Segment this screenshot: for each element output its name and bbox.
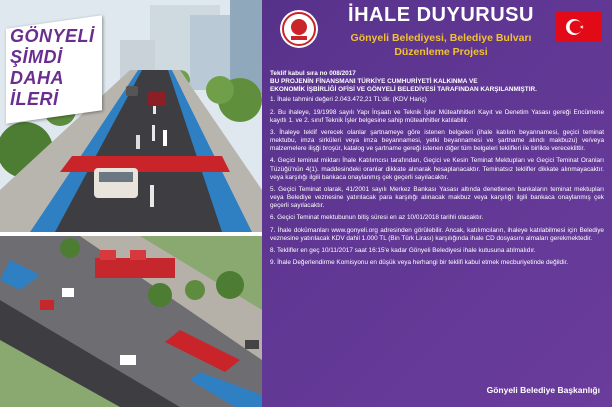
project-render-images xyxy=(0,0,262,407)
slogan-line-3: DAHA xyxy=(10,68,64,88)
project-subtitle xyxy=(330,31,552,59)
intro-line-1: BU PROJENİN FİNANSMANI TÜRKİYE CUMHURİYETİ KALKINMA VE xyxy=(270,78,478,86)
subtitle-line-2: Düzenleme Projesi xyxy=(394,46,488,58)
clause-1: 1. İhale tahmini değeri 2.043.472,21 TL'dir. (KDV Hariç) xyxy=(270,96,427,104)
clause-8: 8. Teklifler en geç 10/11/2017 saat 16:15'e kadar Gönyeli Belediyesi ihale kutusuna atılmalıdır. xyxy=(270,247,536,254)
clause-6: 6. Geçici Teminat mektubunun bitiş süresi en az 10/01/2018 tarihli olacaktır. xyxy=(270,214,484,222)
municipality-seal-icon xyxy=(279,9,319,49)
clause-2: 2. Bu ihaleye, 19/1998 sayılı Yapı İnşaatı ve Teknik İşler Müteahhitleri Kayıt ve Denetim Yasası gereği Encümene kayıtlı 1. ve 2. sınıf Teknik İşler belgesine sahip müteahhitler katılabilir. xyxy=(270,108,604,124)
clause-3: 3. İhaleye teklif verecek olanlar şartnameye göre istenen belgeleri (ihale katılım beyannamesi, geçici teminat mektubu, imza sirküleri veya imza beyannamesi, yetki beyannamesi ve şartname alındı makbuzu) ve/veya malzemelere ilişği broşür, katalog ve şartname gereği istenen diğer tüm belgeleri teklifleri ile birlikte vereceklittir. xyxy=(270,128,604,153)
clause-5: 5. Geçici Teminat olarak, 41/2001 sayılı Merkez Bankası Yasası altında denetlenen bankaların teminat mektupları veya Belediye veznesine yatırılacak para karşılığı alınacak makbuz veya karşılığı ilgili bankaca onaylanmış çek geçerli sayılacaktır. xyxy=(270,185,604,210)
page-title: İHALE DUYURUSU xyxy=(348,4,534,26)
reference-number: Teklif kabul sıra no 008/2017 xyxy=(270,70,356,77)
slogan-line-2: ŞİMDİ xyxy=(10,47,63,67)
announcement-body xyxy=(270,70,604,272)
clause-4: 4. Geçici teminat miktarı İhale Katılımcısı tarafından, Geçici ve Kesin Teminat Mektupları ve Geçici Teminat Oranları Tüzüğü'nün 4(1). maddesindeki oranlar dikkate alınarak hesaplanacaktır. Teminatsız teklifler dikkate alınmayacaktır. veya karşılığı ilgili bankaca onaylanmış çek geçerli sayılacaktır. xyxy=(270,157,604,181)
slogan-line-4: İLERİ xyxy=(10,89,59,109)
slogan-line-1: GÖNYELİ xyxy=(10,26,95,46)
slogan-banner xyxy=(6,22,102,117)
intro-line-2: EKONOMİK İŞBİRLİĞİ OFİSİ VE GÖNYELİ BELEDİYESİ TARAFINDAN KARŞILANMIŞTIR. xyxy=(270,86,537,94)
subtitle-line-1: Gönyeli Belediyesi, Belediye Bulvarı xyxy=(350,32,532,44)
clause-9: 9. İhale Değerlendirme Komisyonu en düşük veya herhangi bir teklifi kabul etmek mecburiyetinde değildir. xyxy=(270,259,569,267)
clause-7: 7. İhale dokümanları www.gonyeli.org adresinden görülebilir. Ancak, katılımcıların, ihaleye katılabilmesi için Belediye veznesine yatırılacak KDV dahil 1.000 TL (Bin Türk Lirası) karşılığında ihale CD dosyasını almaları gerekmektedir. xyxy=(270,226,604,242)
turkish-flag-icon xyxy=(556,12,602,42)
signature: Gönyeli Belediye Başkanlığı xyxy=(486,385,600,395)
